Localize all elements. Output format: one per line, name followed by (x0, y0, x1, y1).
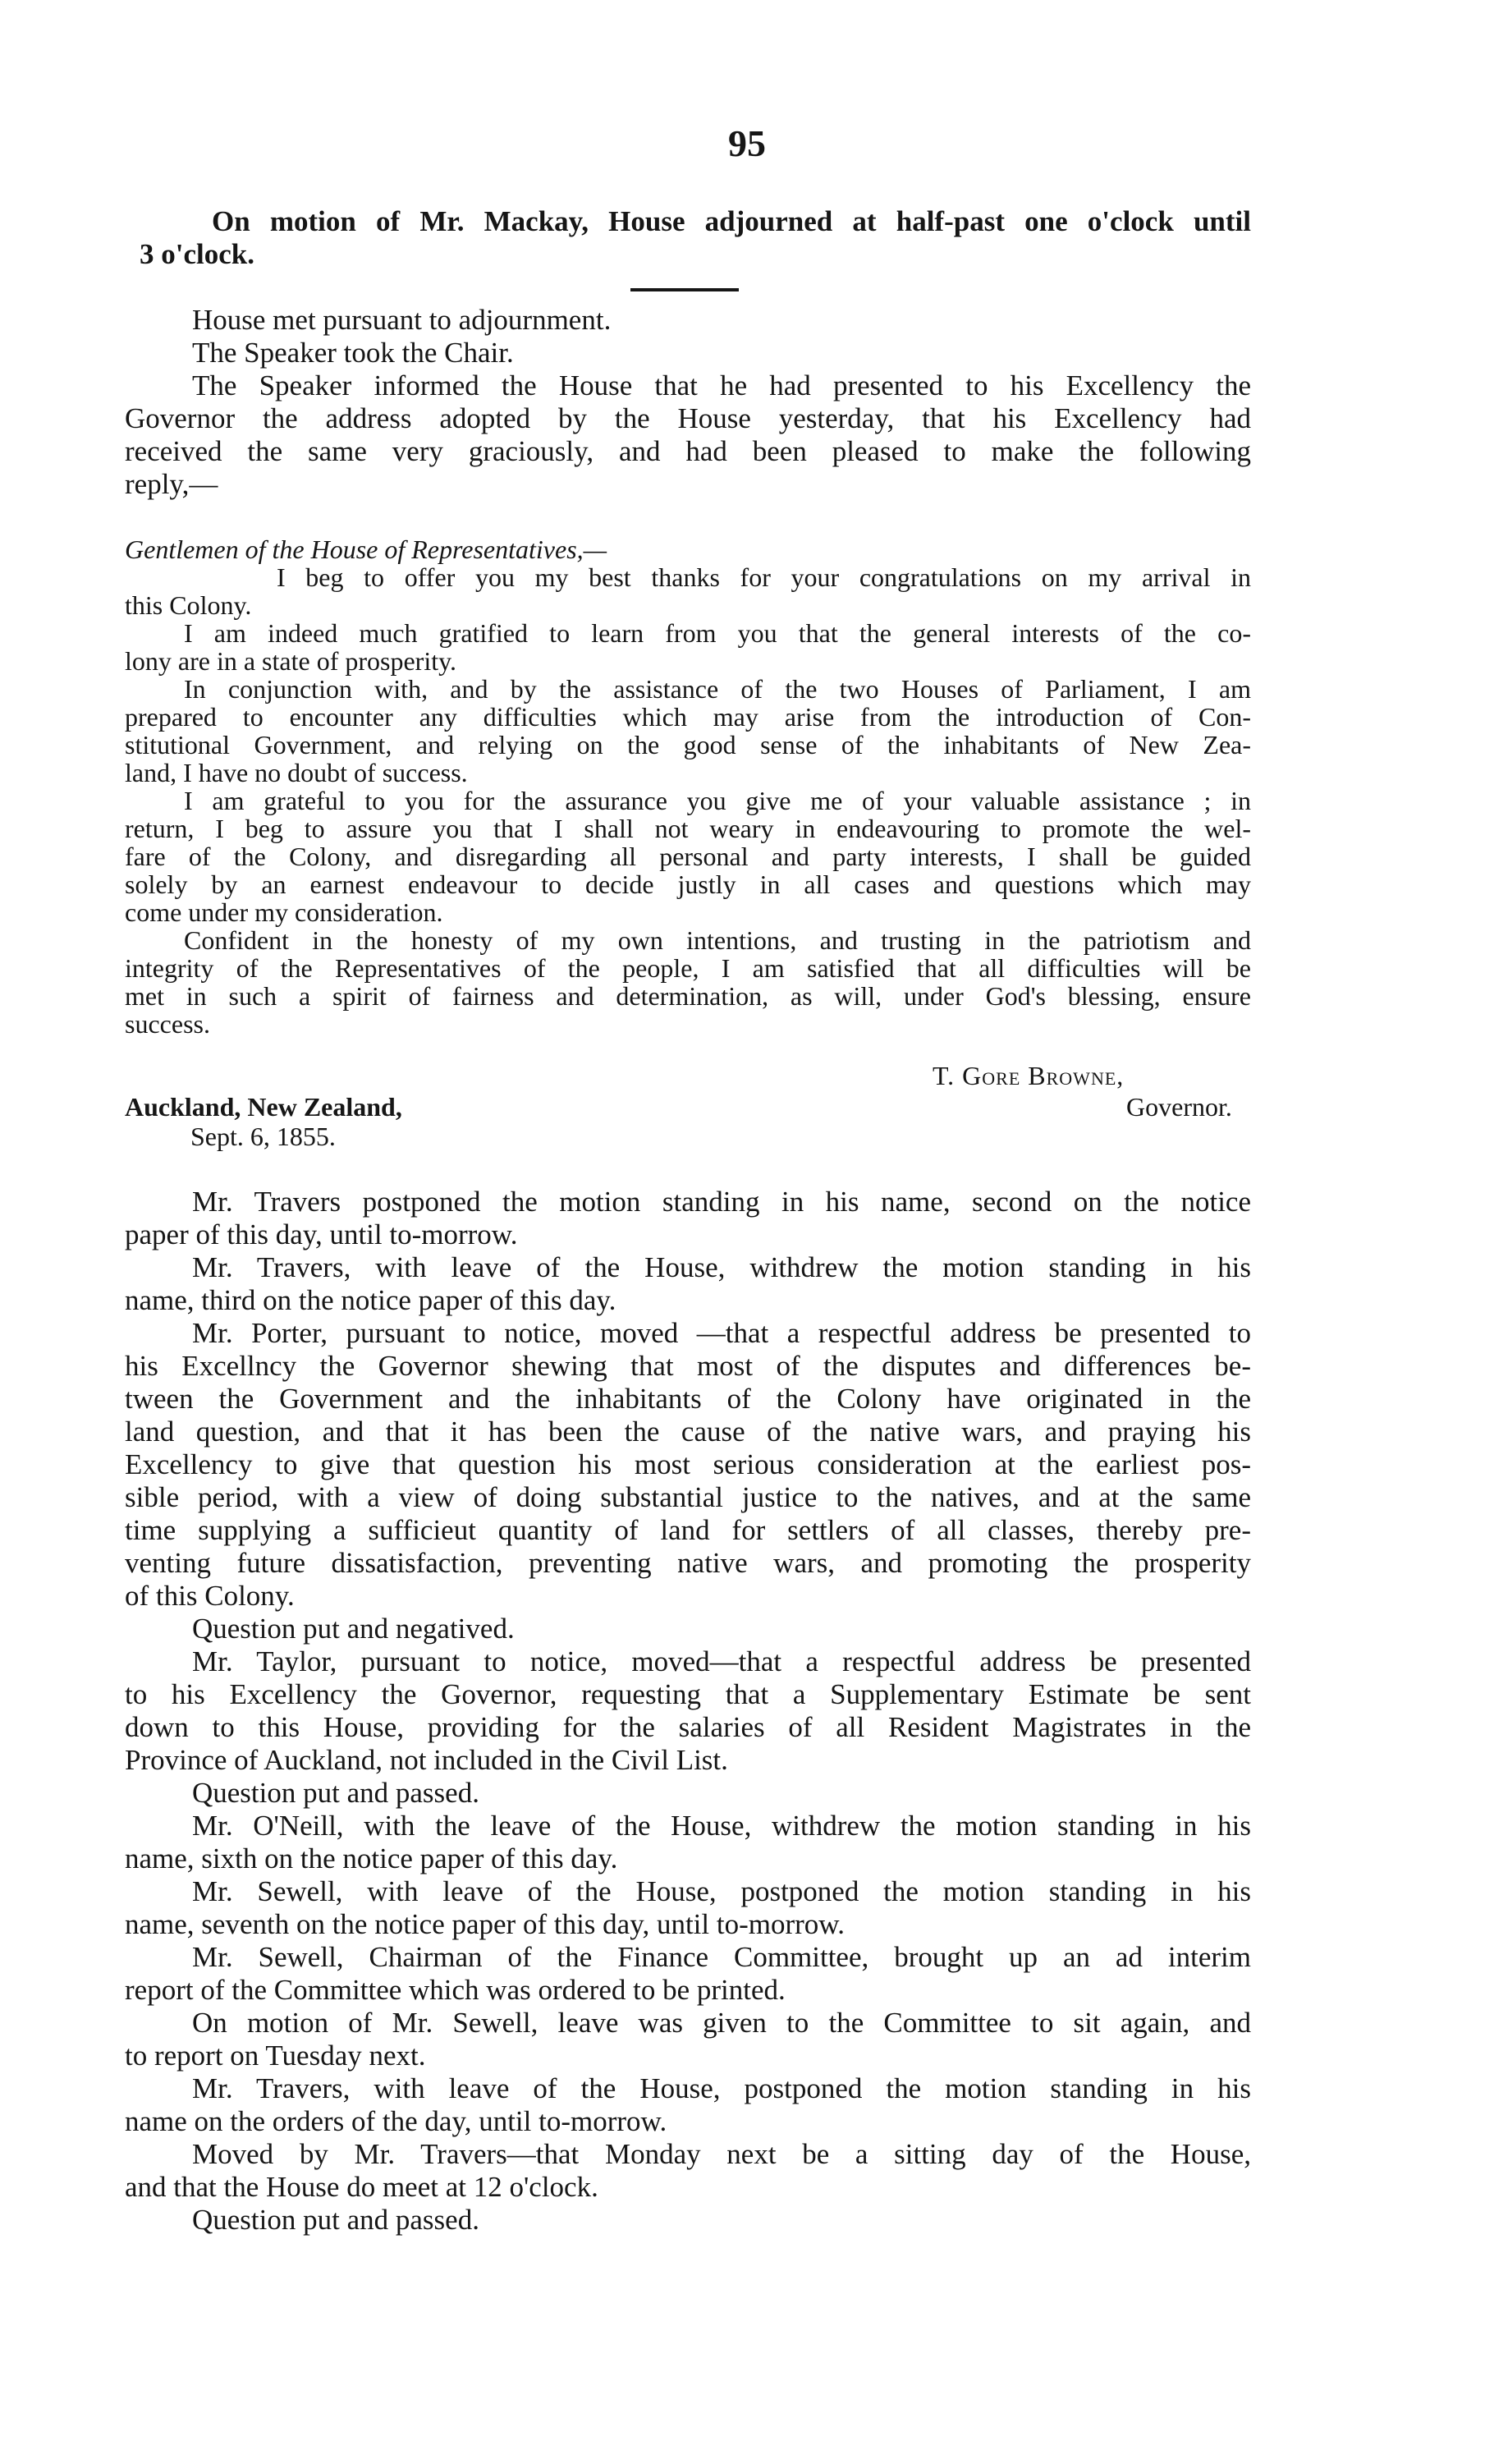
text-line: his Excellncy the Governor shewing that most of the disputes and differences be- (125, 1350, 1251, 1382)
text-line: Confident in the honesty of my own intentions, and trusting in the patriotism and (184, 925, 1251, 955)
text-line: solely by an earnest endeavour to decide justly in all cases and questions which may (125, 870, 1251, 899)
text-line: On motion of Mr. Sewell, leave was given to the Committee to sit again, and (192, 2007, 1251, 2039)
governor-reply (125, 535, 1251, 1038)
page-number: 95 (728, 122, 766, 164)
text-line: time supplying a sufficieut quantity of land for settlers of all classes, thereby pre- (125, 1514, 1251, 1546)
text-line: name, third on the notice paper of this day. (125, 1284, 616, 1316)
text-line: come under my consideration. (125, 897, 443, 927)
text-line: The Speaker took the Chair. (192, 337, 514, 369)
text-line: venting future dissatisfaction, preventing native wars, and promoting the prosperity (125, 1547, 1251, 1579)
text-line: Moved by Mr. Travers—that Monday next be a sitting day of the House, (192, 2138, 1251, 2170)
text-line: down to this House, providing for the salaries of all Resident Magistrates in the (125, 1711, 1251, 1743)
text-line: report of the Committee which was ordered to be printed. (125, 1974, 786, 2006)
text-line: integrity of the Representatives of the people, I am satisfied that all difficulties will be (125, 953, 1251, 983)
resumed-sitting (125, 304, 1251, 501)
reply-salutation: Gentlemen of the House of Representatives,— (125, 535, 607, 564)
text-line: name, sixth on the notice paper of this day. (125, 1842, 618, 1874)
text-line: name on the orders of the day, until to-morrow. (125, 2105, 667, 2137)
text-line: land, I have no doubt of success. (125, 758, 468, 787)
text-line: prepared to encounter any difficulties which may arise from the introduction of Con- (125, 702, 1251, 732)
letter-place: Auckland, New Zealand, (125, 1092, 402, 1122)
signatory-title: Governor. (1126, 1092, 1232, 1122)
text-line: this Colony. (125, 590, 252, 620)
text-line: lony are in a state of prosperity. (125, 646, 457, 676)
text-line: success. (125, 1009, 210, 1039)
text-line: Mr. Sewell, with leave of the House, postponed the motion standing in his (192, 1875, 1251, 1907)
text-line: The Speaker informed the House that he had presented to his Excellency the (192, 369, 1251, 401)
text-line: Province of Auckland, not included in the Civil List. (125, 1744, 728, 1776)
text-line: I am indeed much gratified to learn from you that the general interests of the co- (184, 618, 1251, 648)
section-divider (630, 288, 739, 291)
text-line: reply,— (125, 468, 218, 500)
text-line: paper of this day, until to-morrow. (125, 1218, 518, 1250)
text-line: to report on Tuesday next. (125, 2040, 426, 2072)
proceedings (125, 1186, 1251, 2237)
text-line: and that the House do meet at 12 o'clock. (125, 2171, 598, 2203)
text-line: Mr. Taylor, pursuant to notice, moved—that a respectful address be presented (192, 1645, 1251, 1677)
signatory-name: T. Gore Browne, (933, 1061, 1125, 1090)
text-line: stitutional Government, and relying on the good sense of the inhabitants of New Zea- (125, 730, 1251, 759)
text-line: to his Excellency the Governor, requesting that a Supplementary Estimate be sent (125, 1678, 1251, 1710)
text-line: Mr. Porter, pursuant to notice, moved —that a respectful address be presented to (192, 1317, 1251, 1349)
text-line: land question, and that it has been the cause of the native wars, and praying his (125, 1416, 1251, 1448)
text-line: Mr. Travers postponed the motion standing in his name, second on the notice (192, 1186, 1251, 1218)
text-line: return, I beg to assure you that I shall not weary in endeavouring to promote the wel- (125, 814, 1251, 843)
text-line: Excellency to give that question his most serious consideration at the earliest pos- (125, 1448, 1251, 1480)
text-line: received the same very graciously, and had been pleased to make the following (125, 435, 1251, 467)
opening-paragraph (125, 205, 1251, 271)
text-line: of this Colony. (125, 1580, 295, 1612)
text-line: I am grateful to you for the assurance you give me of your valuable assistance ; in (184, 786, 1251, 815)
text-line: I beg to offer you my best thanks for your congratulations on my arrival in (277, 562, 1251, 592)
text-line: Question put and passed. (192, 2204, 479, 2236)
text-line: On motion of Mr. Mackay, House adjourned at half-past one o'clock until (212, 205, 1251, 237)
text-line: Mr. Sewell, Chairman of the Finance Committee, brought up an ad interim (192, 1941, 1251, 1973)
text-line: Mr. Travers, with leave of the House, withdrew the motion standing in his (192, 1251, 1251, 1283)
text-line: House met pursuant to adjournment. (192, 304, 612, 336)
text-line: In conjunction with, and by the assistance of the two Houses of Parliament, I am (184, 674, 1251, 704)
text-line: Governor the address adopted by the House yesterday, that his Excellency had (125, 402, 1251, 434)
text-line: 3 o'clock. (140, 238, 254, 270)
text-line: met in such a spirit of fairness and determination, as will, under God's blessing, ensure (125, 981, 1251, 1011)
text-line: tween the Government and the inhabitants of the Colony have originated in the (125, 1383, 1251, 1415)
text-line: sible period, with a view of doing substantial justice to the natives, and at the same (125, 1481, 1251, 1513)
text-line: name, seventh on the notice paper of this day, until to-morrow. (125, 1908, 846, 1940)
text-line: Mr. Travers, with leave of the House, postponed the motion standing in his (192, 2072, 1251, 2104)
text-line: Question put and passed. (192, 1777, 479, 1809)
letter-date: Sept. 6, 1855. (190, 1122, 336, 1151)
text-line: fare of the Colony, and disregarding all personal and party interests, I shall be guided (125, 842, 1251, 871)
text-line: Question put and negatived. (192, 1613, 515, 1645)
text-line: Mr. O'Neill, with the leave of the House, withdrew the motion standing in his (192, 1810, 1251, 1842)
